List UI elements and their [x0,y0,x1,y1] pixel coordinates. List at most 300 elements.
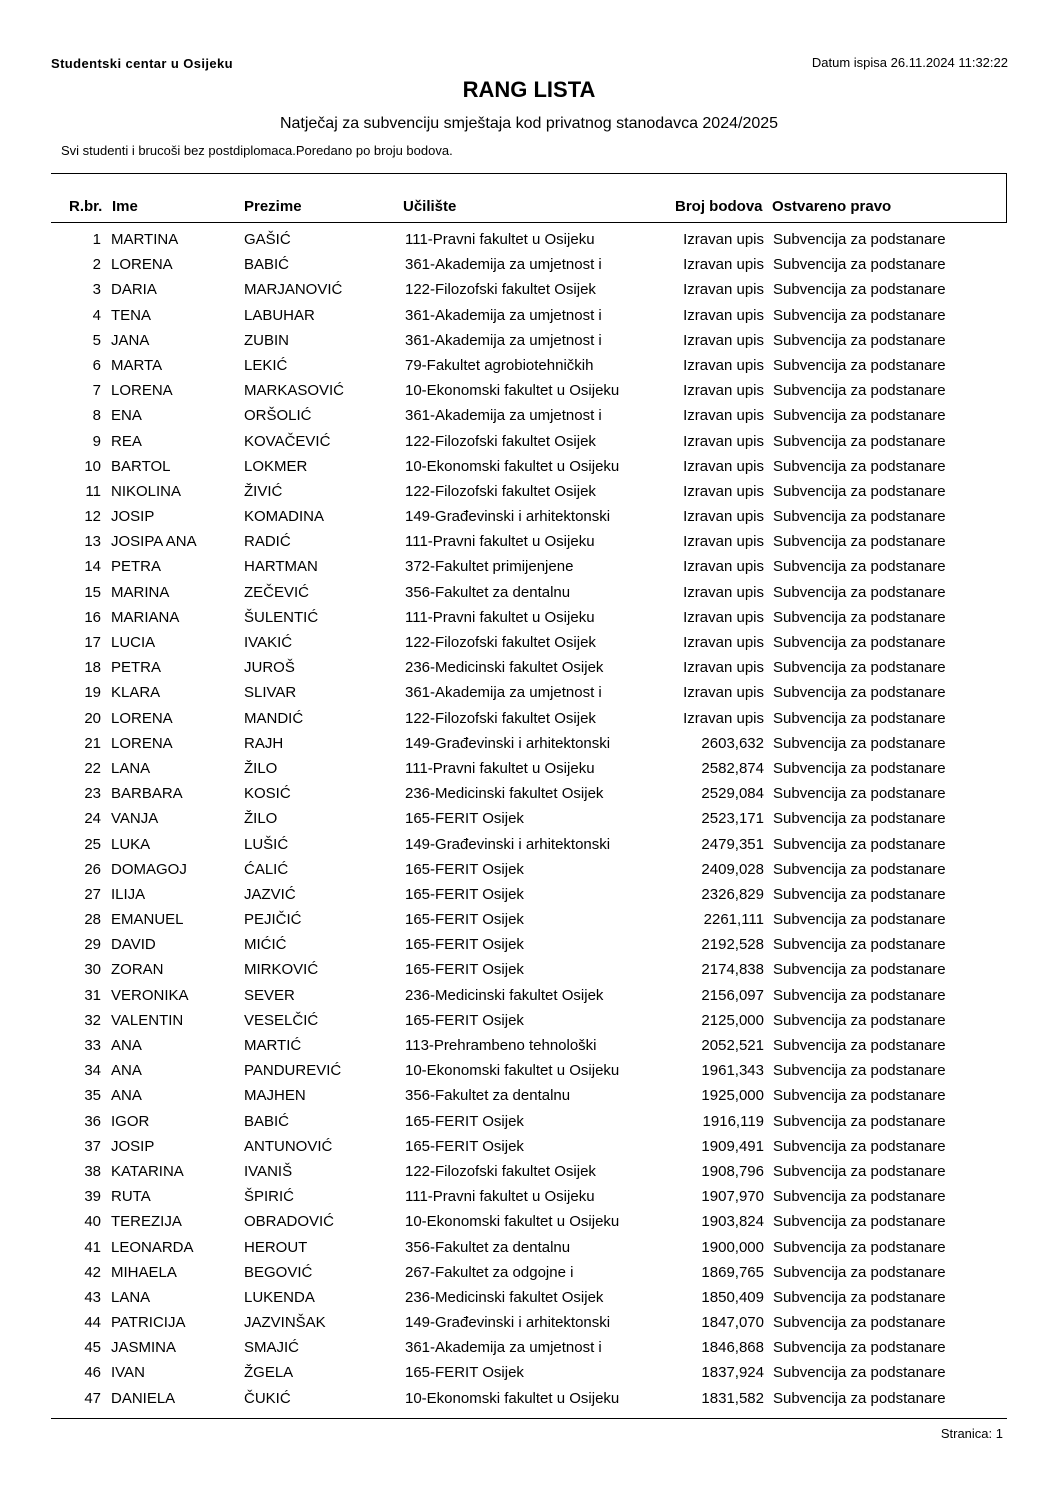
cell-pravo: Subvencija za podstanare [773,331,946,349]
cell-prezime: HEROUT [244,1238,308,1256]
cell-ime: MARTINA [111,231,179,248]
cell-rbr: 15 [84,583,101,601]
table-row [51,857,1007,882]
cell-prezime: HARTMAN [244,558,318,576]
cell-prezime: BEGOVIĆ [244,1263,313,1281]
cell-uciliste: 356-Fakultet za dentalnu [405,1087,571,1105]
cell-uciliste: 361-Akademija za umjetnost i [405,1339,602,1357]
cell-pravo: Subvencija za podstanare [773,1011,946,1029]
cell-uciliste: 122-Filozofski fakultet Osijek [405,432,596,450]
cell-bodovi: 1850,409 [701,1288,764,1306]
cell-rbr: 9 [92,432,101,450]
cell-pravo: Subvencija za podstanare [773,1364,946,1382]
cell-bodovi: Izravan upis [683,659,764,677]
cell-rbr: 7 [92,382,101,400]
cell-bodovi: 2261,111 [703,911,764,929]
cell-bodovi: 1831,582 [701,1389,764,1407]
table-row [51,1386,1007,1411]
cell-rbr: 22 [84,759,101,777]
cell-uciliste: 267-Fakultet za odgojne i [405,1263,574,1281]
cell-prezime: ŽILO [244,759,278,777]
table-bottom-rule [51,1418,1007,1419]
cell-ime: IVAN [111,1364,145,1382]
cell-ime: LUKA [111,835,151,853]
cell-rbr: 31 [84,986,101,1004]
cell-ime: LANA [111,759,151,777]
cell-pravo: Subvencija za podstanare [773,634,946,651]
cell-rbr: 42 [84,1263,101,1281]
cell-rbr: 13 [84,533,101,551]
cell-prezime: ĆALIĆ [244,860,289,878]
cell-ime: LEONARDA [111,1238,194,1256]
cell-uciliste: 236-Medicinski fakultet Osijek [405,986,604,1004]
cell-rbr: 4 [92,306,101,324]
cell-ime: IGOR [111,1112,150,1130]
table-row [51,504,1007,529]
cell-uciliste: 165-FERIT Osijek [405,961,524,979]
table-row [51,454,1007,479]
cell-ime: MARINA [111,583,170,601]
cell-prezime: RADIĆ [244,533,291,551]
cell-ime: MARTA [111,356,163,374]
cell-prezime: ANTUNOVIĆ [244,1137,333,1155]
table-row [51,1184,1007,1209]
cell-pravo: Subvencija za podstanare [773,961,946,979]
cell-uciliste: 372-Fakultet primijenjene [405,558,574,576]
cell-bodovi: 1903,824 [701,1213,764,1231]
cell-uciliste: 111-Pravni fakultet u Osijeku [405,231,595,248]
print-date: Datum ispisa 26.11.2024 11:32:22 [811,55,1008,70]
cell-uciliste: 122-Filozofski fakultet Osijek [405,281,596,299]
cell-pravo: Subvencija za podstanare [773,810,946,828]
cell-pravo: Subvencija za podstanare [773,482,946,500]
cell-bodovi: Izravan upis [683,709,764,727]
cell-uciliste: 165-FERIT Osijek [405,1364,524,1382]
cell-uciliste: 236-Medicinski fakultet Osijek [405,659,604,677]
cell-uciliste: 236-Medicinski fakultet Osijek [405,785,604,803]
sort-note: Svi studenti i brucoši bez postdiplomaca.Poredano po broju bodova. [61,143,453,158]
cell-pravo: Subvencija za podstanare [773,684,946,702]
table-row [51,882,1007,907]
cell-rbr: 10 [84,457,101,475]
table-row [51,1209,1007,1234]
cell-pravo: Subvencija za podstanare [773,1188,946,1206]
cell-uciliste: 113-Prehrambeno tehnološki [405,1037,597,1054]
cell-pravo: Subvencija za podstanare [773,1288,946,1306]
cell-uciliste: 149-Građevinski i arhitektonski [405,734,611,752]
cell-ime: MIHAELA [111,1263,177,1281]
cell-bodovi: 2603,632 [701,734,764,752]
cell-prezime: KOSIĆ [244,785,291,803]
cell-prezime: VESELČIĆ [244,1011,319,1029]
cell-bodovi: 2582,874 [701,759,764,777]
cell-bodovi: Izravan upis [683,482,764,500]
cell-ime: DAVID [111,936,156,954]
cell-pravo: Subvencija za podstanare [773,1162,946,1180]
cell-ime: MARIANA [111,608,180,626]
cell-ime: ZORAN [111,961,164,979]
cell-pravo: Subvencija za podstanare [773,508,946,526]
cell-prezime: ŽIVIĆ [244,482,283,500]
cell-ime: RUTA [111,1188,151,1206]
table-row [51,1033,1007,1058]
cell-rbr: 30 [84,961,101,979]
table-row [51,957,1007,982]
cell-prezime: SLIVAR [244,684,297,702]
cell-rbr: 37 [84,1137,101,1155]
table-row [51,403,1007,428]
cell-rbr: 18 [84,659,101,677]
organization-name: Studentski centar u Osijeku [51,56,234,71]
table-row [51,580,1007,605]
column-header-ime: Ime [112,198,138,215]
cell-uciliste: 111-Pravni fakultet u Osijeku [405,1188,595,1206]
cell-bodovi: 2156,097 [701,986,764,1004]
cell-pravo: Subvencija za podstanare [773,457,946,475]
cell-ime: DOMAGOJ [111,860,187,878]
cell-bodovi: Izravan upis [683,583,764,601]
cell-uciliste: 361-Akademija za umjetnost i [405,684,602,702]
cell-uciliste: 149-Građevinski i arhitektonski [405,508,611,526]
column-header-uciliste: Učilište [403,198,457,215]
cell-rbr: 20 [84,709,101,727]
cell-uciliste: 122-Filozofski fakultet Osijek [405,482,596,500]
cell-ime: PETRA [111,558,162,576]
cell-ime: ENA [111,407,142,425]
table-row [51,1260,1007,1285]
cell-pravo: Subvencija za podstanare [773,306,946,324]
cell-rbr: 29 [84,936,101,954]
cell-ime: LUCIA [111,634,156,651]
cell-bodovi: 1925,000 [701,1087,764,1105]
table-row [51,983,1007,1008]
cell-uciliste: 165-FERIT Osijek [405,936,524,954]
cell-prezime: RAJH [244,734,284,752]
table-row [51,227,1007,252]
cell-pravo: Subvencija za podstanare [773,734,946,752]
cell-bodovi: Izravan upis [683,608,764,626]
cell-uciliste: 361-Akademija za umjetnost i [405,331,602,349]
cell-ime: JOSIPA ANA [111,533,197,551]
cell-prezime: PEJIČIĆ [244,911,302,929]
cell-bodovi: 2529,084 [701,785,764,803]
table-row [51,1008,1007,1033]
cell-prezime: ŽILO [244,810,278,828]
cell-pravo: Subvencija za podstanare [773,1137,946,1155]
ranking-table-body [51,227,1007,1411]
cell-uciliste: 165-FERIT Osijek [405,1011,524,1029]
cell-rbr: 45 [84,1339,101,1357]
cell-rbr: 6 [92,356,101,374]
cell-rbr: 8 [92,407,101,425]
cell-uciliste: 361-Akademija za umjetnost i [405,256,602,274]
cell-bodovi: Izravan upis [683,231,764,248]
table-row [51,731,1007,756]
cell-uciliste: 165-FERIT Osijek [405,810,524,828]
cell-ime: ANA [111,1087,142,1105]
cell-bodovi: 1847,070 [701,1314,764,1332]
cell-uciliste: 165-FERIT Osijek [405,1137,524,1155]
cell-rbr: 1 [92,231,101,248]
cell-pravo: Subvencija za podstanare [773,659,946,677]
cell-bodovi: 2326,829 [701,885,764,903]
cell-pravo: Subvencija za podstanare [773,1263,946,1281]
cell-rbr: 38 [84,1162,101,1180]
cell-uciliste: 10-Ekonomski fakultet u Osijeku [405,457,620,475]
cell-ime: LORENA [111,256,173,274]
cell-ime: DARIA [111,281,157,299]
cell-uciliste: 361-Akademija za umjetnost i [405,407,602,425]
cell-pravo: Subvencija za podstanare [773,1087,946,1105]
cell-pravo: Subvencija za podstanare [773,583,946,601]
cell-prezime: KOVAČEVIĆ [244,432,331,450]
cell-rbr: 14 [84,558,101,576]
cell-ime: ANA [111,1062,142,1080]
cell-uciliste: 79-Fakultet agrobiotehničkih [405,356,594,374]
cell-bodovi: 1909,491 [701,1137,764,1155]
cell-uciliste: 10-Ekonomski fakultet u Osijeku [405,1389,620,1407]
cell-rbr: 40 [84,1213,101,1231]
cell-uciliste: 149-Građevinski i arhitektonski [405,1314,611,1332]
table-row [51,429,1007,454]
table-row [51,1335,1007,1360]
table-row [51,806,1007,831]
cell-pravo: Subvencija za podstanare [773,407,946,425]
cell-pravo: Subvencija za podstanare [773,911,946,929]
cell-pravo: Subvencija za podstanare [773,885,946,903]
cell-uciliste: 165-FERIT Osijek [405,860,524,878]
cell-rbr: 47 [84,1389,101,1407]
cell-prezime: LEKIĆ [244,356,288,374]
cell-prezime: ŠPIRIĆ [244,1188,295,1206]
cell-prezime: MANDIĆ [244,709,304,727]
table-row [51,832,1007,857]
cell-pravo: Subvencija za podstanare [773,860,946,878]
table-row [51,1109,1007,1134]
cell-rbr: 12 [84,508,101,526]
table-row [51,1134,1007,1159]
cell-prezime: ČUKIĆ [244,1389,291,1407]
cell-ime: LANA [111,1288,151,1306]
column-header-rbr: R.br. [69,198,103,215]
table-header [51,173,1007,223]
cell-rbr: 21 [84,734,101,752]
cell-rbr: 26 [84,860,101,878]
table-row [51,706,1007,731]
cell-prezime: SMAJIĆ [244,1339,300,1357]
cell-prezime: MARTIĆ [244,1037,302,1054]
cell-prezime: IVAKIĆ [244,634,293,651]
table-row [51,529,1007,554]
cell-uciliste: 122-Filozofski fakultet Osijek [405,634,596,651]
cell-pravo: Subvencija za podstanare [773,356,946,374]
cell-rbr: 46 [84,1364,101,1382]
cell-prezime: PANDUREVIĆ [244,1062,342,1080]
cell-pravo: Subvencija za podstanare [773,1112,946,1130]
cell-rbr: 11 [85,482,101,500]
cell-bodovi: 1907,970 [701,1188,764,1206]
cell-prezime: ORŠOLIĆ [244,407,312,425]
column-header-pravo: Ostvareno pravo [772,198,892,215]
cell-rbr: 5 [92,331,101,349]
cell-pravo: Subvencija za podstanare [773,231,946,248]
table-row [51,1285,1007,1310]
table-row [51,756,1007,781]
cell-pravo: Subvencija za podstanare [773,936,946,954]
cell-pravo: Subvencija za podstanare [773,256,946,274]
cell-ime: TENA [111,306,152,324]
cell-rbr: 41 [84,1238,101,1256]
cell-bodovi: 1908,796 [701,1162,764,1180]
cell-uciliste: 165-FERIT Osijek [405,885,524,903]
cell-uciliste: 10-Ekonomski fakultet u Osijeku [405,382,620,400]
document-title: RANG LISTA [462,77,596,102]
cell-pravo: Subvencija za podstanare [773,608,946,626]
cell-prezime: MARJANOVIĆ [244,281,343,299]
cell-uciliste: 111-Pravni fakultet u Osijeku [405,533,595,551]
cell-ime: ILIJA [111,885,146,903]
table-row [51,479,1007,504]
table-row [51,554,1007,579]
cell-ime: TEREZIJA [111,1213,182,1231]
cell-ime: JOSIP [111,1137,155,1155]
cell-rbr: 44 [84,1314,101,1332]
cell-pravo: Subvencija za podstanare [773,1339,946,1357]
cell-bodovi: Izravan upis [683,533,764,551]
cell-ime: LORENA [111,382,173,400]
cell-ime: NIKOLINA [111,482,182,500]
cell-ime: BARTOL [111,457,171,475]
cell-bodovi: Izravan upis [683,634,764,651]
table-row [51,277,1007,302]
cell-pravo: Subvencija za podstanare [773,1389,946,1407]
cell-bodovi: 2125,000 [701,1011,764,1029]
cell-pravo: Subvencija za podstanare [773,432,946,450]
cell-pravo: Subvencija za podstanare [773,709,946,727]
cell-ime: LORENA [111,709,173,727]
cell-uciliste: 361-Akademija za umjetnost i [405,306,602,324]
cell-ime: DANIELA [111,1389,176,1407]
cell-pravo: Subvencija za podstanare [773,533,946,551]
cell-ime: KATARINA [111,1162,184,1180]
cell-bodovi: Izravan upis [683,457,764,475]
table-row [51,378,1007,403]
cell-bodovi: Izravan upis [683,508,764,526]
cell-uciliste: 10-Ekonomski fakultet u Osijeku [405,1062,620,1080]
cell-prezime: OBRADOVIĆ [244,1213,335,1231]
cell-prezime: JAZVINŠAK [244,1314,326,1332]
column-header-prezime: Prezime [244,198,302,215]
table-row [51,1058,1007,1083]
cell-ime: VANJA [111,810,159,828]
cell-uciliste: 122-Filozofski fakultet Osijek [405,709,596,727]
cell-uciliste: 165-FERIT Osijek [405,1112,524,1130]
cell-rbr: 34 [84,1062,101,1080]
cell-bodovi: 2409,028 [701,860,764,878]
cell-ime: JANA [111,331,150,349]
cell-rbr: 25 [84,835,101,853]
table-row [51,353,1007,378]
cell-prezime: JAZVIĆ [244,885,296,903]
cell-pravo: Subvencija za podstanare [773,986,946,1004]
cell-bodovi: 1961,343 [701,1062,764,1080]
cell-uciliste: 356-Fakultet za dentalnu [405,1238,571,1256]
cell-prezime: MARKASOVIĆ [244,382,345,400]
cell-prezime: KOMADINA [244,508,325,526]
cell-pravo: Subvencija za podstanare [773,1314,946,1332]
cell-rbr: 28 [84,911,101,929]
cell-bodovi: 1900,000 [701,1238,764,1256]
cell-prezime: ZEČEVIĆ [244,583,310,601]
cell-pravo: Subvencija za podstanare [773,558,946,576]
cell-bodovi: 2523,171 [701,810,764,828]
cell-ime: JASMINA [111,1339,177,1357]
cell-bodovi: 1837,924 [701,1364,764,1382]
cell-bodovi: Izravan upis [683,684,764,702]
table-row [51,1310,1007,1335]
cell-pravo: Subvencija za podstanare [773,281,946,299]
cell-prezime: MIRKOVIĆ [244,961,319,979]
cell-uciliste: 111-Pravni fakultet u Osijeku [405,608,595,626]
table-row [51,303,1007,328]
cell-ime: KLARA [111,684,161,702]
cell-rbr: 17 [84,634,101,651]
cell-rbr: 2 [92,256,101,274]
table-row [51,1235,1007,1260]
table-row [51,932,1007,957]
cell-uciliste: 236-Medicinski fakultet Osijek [405,1288,604,1306]
table-row [51,328,1007,353]
cell-prezime: LUŠIĆ [244,835,289,853]
cell-bodovi: 2052,521 [701,1037,764,1054]
cell-rbr: 27 [84,885,101,903]
cell-pravo: Subvencija za podstanare [773,1213,946,1231]
table-row [51,630,1007,655]
cell-ime: REA [111,432,142,450]
page-number: Stranica: 1 [940,1426,1003,1441]
cell-bodovi: Izravan upis [683,256,764,274]
cell-bodovi: 2192,528 [701,936,764,954]
cell-ime: PETRA [111,659,162,677]
cell-bodovi: Izravan upis [683,356,764,374]
cell-uciliste: 10-Ekonomski fakultet u Osijeku [405,1213,620,1231]
cell-rbr: 36 [84,1112,101,1130]
cell-bodovi: Izravan upis [683,331,764,349]
cell-bodovi: Izravan upis [683,558,764,576]
cell-rbr: 3 [92,281,101,299]
cell-ime: PATRICIJA [111,1314,186,1332]
cell-bodovi: 1869,765 [701,1263,764,1281]
cell-pravo: Subvencija za podstanare [773,1238,946,1256]
cell-bodovi: Izravan upis [683,382,764,400]
column-header-bodovi: Broj bodova [675,198,763,215]
cell-prezime: MAJHEN [244,1087,306,1105]
cell-rbr: 39 [84,1188,101,1206]
cell-prezime: GAŠIĆ [244,231,291,248]
cell-prezime: LUKENDA [244,1288,315,1306]
table-row [51,1159,1007,1184]
cell-ime: VALENTIN [111,1011,184,1029]
cell-uciliste: 165-FERIT Osijek [405,911,524,929]
cell-bodovi: 1916,119 [702,1112,764,1130]
cell-prezime: SEVER [244,986,295,1004]
table-row [51,1360,1007,1385]
cell-ime: LORENA [111,734,173,752]
table-row [51,907,1007,932]
cell-rbr: 32 [84,1011,101,1029]
cell-pravo: Subvencija za podstanare [773,785,946,803]
table-row [51,655,1007,680]
